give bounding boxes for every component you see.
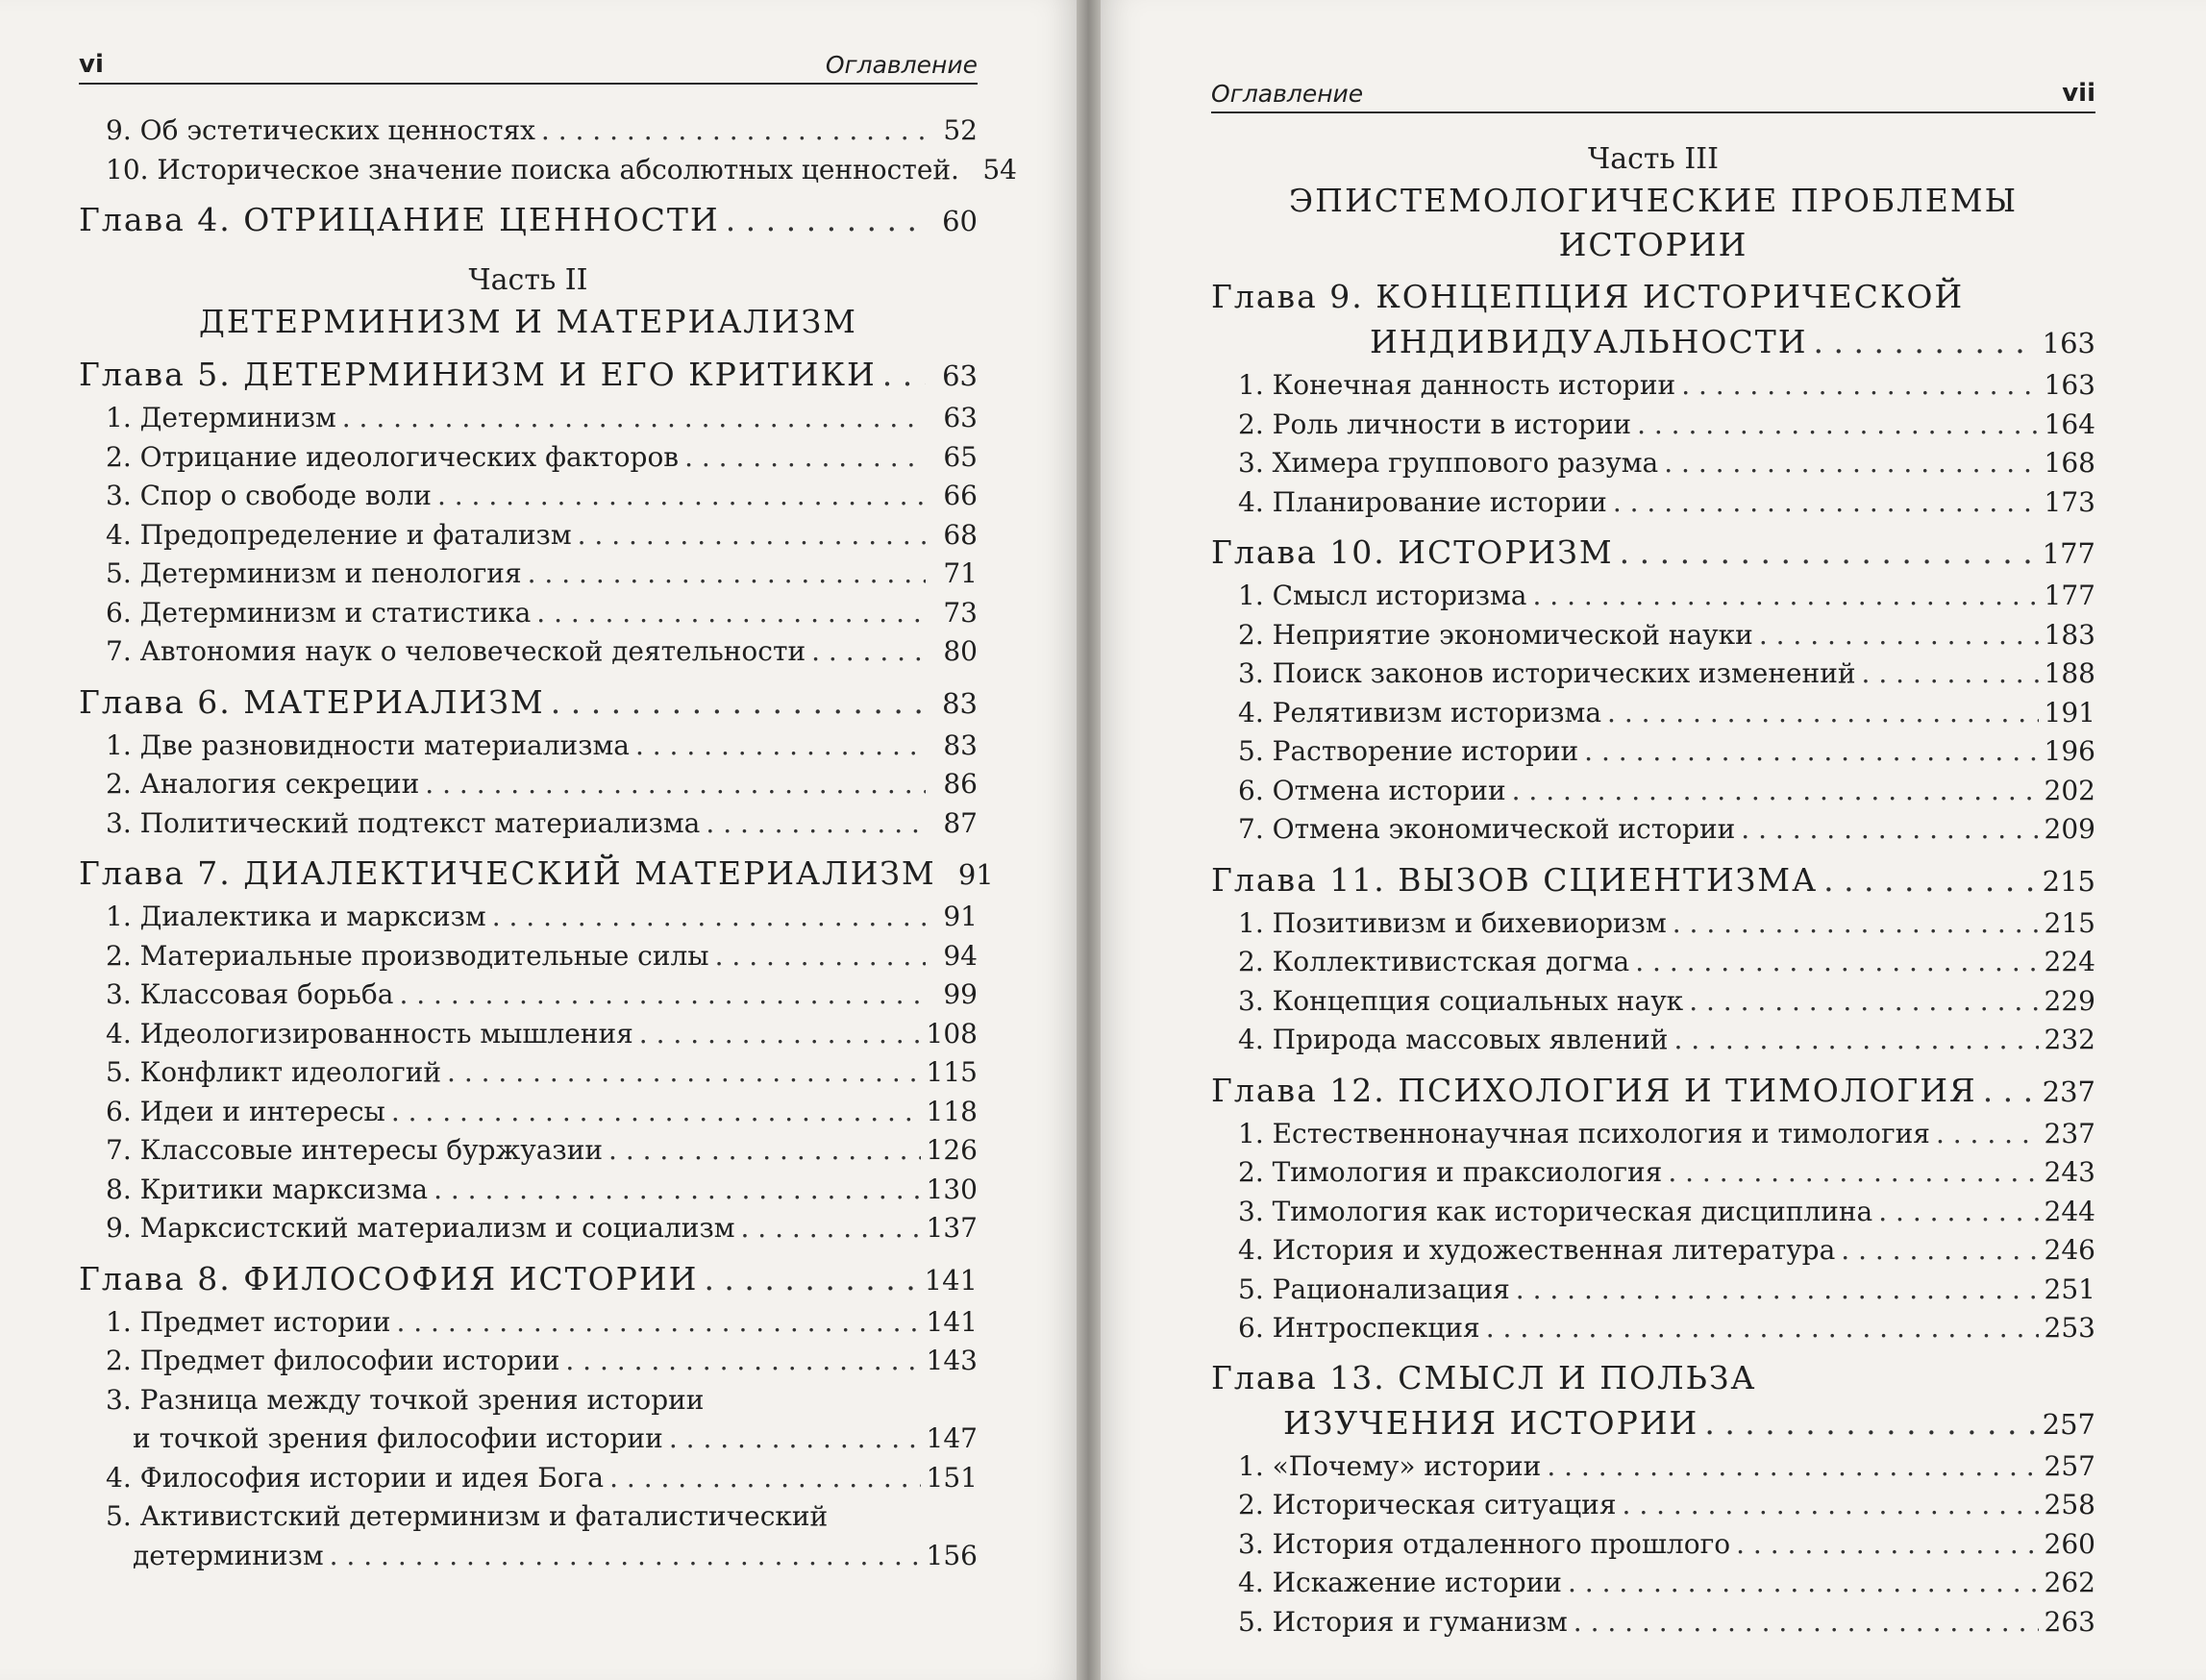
toc-entry: 6. Идеи и интересы . . . 118: [79, 1093, 978, 1132]
toc-entry: 1. Две разновидности материализма . . . 83: [79, 727, 978, 766]
toc-entry-line: 5. Активистский детерминизм и фаталистический: [106, 1500, 829, 1532]
toc-entry: 3. Поиск законов исторических изменений . . . 188: [1211, 655, 2095, 694]
toc-entry: 5. Рационализация . . . 251: [1211, 1271, 2095, 1310]
toc-entry: 4. Идеологизированность мышления . . . 108: [79, 1015, 978, 1054]
toc-entry: 3. Тимология как историческая дисциплина . . . 244: [1211, 1193, 2095, 1232]
toc-entry: 5. Конфликт идеологий . . . 115: [79, 1053, 978, 1093]
toc-entry: 4. Релятивизм историзма . . . 191: [1211, 694, 2095, 733]
part-title: ДЕТЕРМИНИЗМ И МАТЕРИАЛИЗМ: [199, 303, 857, 340]
toc-entry: 4. Искажение истории . . . 262: [1211, 1564, 2095, 1603]
toc-entry: 3. Политический подтекст материализма . . . 87: [79, 804, 978, 844]
toc-chapter: Глава 10. ИСТОРИЗМ . . . 177: [1211, 530, 2095, 577]
toc-chapter: Глава 13. СМЫСЛ И ПОЛЬЗА ИЗУЧЕНИЯ ИСТОРИИ . . . 257: [1211, 1356, 2095, 1447]
toc-entry: 1. Смысл историзма . . . 177: [1211, 577, 2095, 616]
toc-entry: 2. Историческая ситуация . . . 258: [1211, 1486, 2095, 1525]
toc-entry: 3. История отдаленного прошлого . . . 260: [1211, 1525, 2095, 1565]
toc-chapter: Глава 5. ДЕТЕРМИНИЗМ И ЕГО КРИТИКИ . . . 63: [79, 352, 978, 399]
page-number: vii: [2062, 79, 2095, 108]
toc-entry: 3. Классовая борьба . . . 99: [79, 976, 978, 1015]
toc-entry: 10. Историческое значение поиска абсолютных ценностей. 54: [106, 153, 1017, 185]
toc-entry: 2. Неприятие экономической науки . . . 183: [1211, 616, 2095, 655]
toc-entry: 2. Аналогия секреции . . . 86: [79, 765, 978, 804]
toc-entry: 7. Автономия наук о человеческой деятельности . . . 80: [79, 632, 978, 672]
toc-entry: 2. Роль личности в истории . . . 164: [1211, 406, 2095, 445]
toc-entry: 8. Критики марксизма . . . 130: [79, 1171, 978, 1210]
running-title: Оглавление: [825, 51, 978, 79]
part-title: ЭПИСТЕМОЛОГИЧЕСКИЕ ПРОБЛЕМЫ ИСТОРИИ: [1288, 182, 2019, 263]
toc-entry: 1. Предмет истории . . . 141: [79, 1303, 978, 1343]
right-page: [1101, 0, 2206, 1680]
toc-entry: 1. Позитивизм и бихевиоризм . . . 215: [1211, 904, 2095, 944]
toc-chapter: Глава 11. ВЫЗОВ СЦИЕНТИЗМА . . . 215: [1211, 857, 2095, 904]
toc-entry: 2. Тимология и праксиология . . . 243: [1211, 1153, 2095, 1193]
toc-entry: 9. Об эстетических ценностях . . . 52: [79, 111, 978, 151]
right-running-head: [1211, 79, 2095, 113]
toc-entry: 6. Интроспекция . . . 253: [1211, 1309, 2095, 1348]
toc-entry: 3. Химера группового разума . . . 168: [1211, 444, 2095, 483]
toc-chapter: Глава 12. ПСИХОЛОГИЯ И ТИМОЛОГИЯ . . . 237: [1211, 1068, 2095, 1115]
toc-entry: 1. «Почему» истории . . . 257: [1211, 1447, 2095, 1487]
book-gutter: [1077, 0, 1101, 1680]
toc-chapter: Глава 6. МАТЕРИАЛИЗМ . . . 83: [79, 679, 978, 727]
toc-entry: 4. Предопределение и фатализм . . . 68: [79, 516, 978, 556]
toc-entry: детерминизм . . . 156: [79, 1537, 978, 1576]
toc-entry: 6. Детерминизм и статистика . . . 73: [79, 594, 978, 633]
part-label: Часть II: [468, 263, 588, 297]
toc-chapter: Глава 4. ОТРИЦАНИЕ ЦЕННОСТИ . . . 60: [79, 197, 978, 244]
toc-entry: 2. Коллективистская догма . . . 224: [1211, 943, 2095, 982]
part-label: Часть III: [1588, 142, 1719, 176]
toc-entry: 4. Природа массовых явлений . . . 232: [1211, 1021, 2095, 1060]
toc-entry: 2. Материальные производительные силы . . . 94: [79, 937, 978, 976]
toc-chapter: Глава 9. КОНЦЕПЦИЯ ИСТОРИЧЕСКОЙ ИНДИВИДУАЛЬНОСТИ . . . 163: [1211, 275, 2095, 366]
running-title: Оглавление: [1211, 80, 1364, 108]
left-page: [0, 0, 1077, 1680]
toc-entry: 1. Детерминизм . . . 63: [79, 399, 978, 438]
toc-chapter: Глава 8. ФИЛОСОФИЯ ИСТОРИИ . . . 141: [79, 1256, 978, 1303]
toc-entry: 3. Концепция социальных наук . . . 229: [1211, 982, 2095, 1022]
toc-entry: 1. Диалектика и марксизм . . . 91: [79, 898, 978, 937]
toc-entry: 9. Марксистский материализм и социализм . . . 137: [79, 1209, 978, 1248]
toc-entry: и точкой зрения философии истории . . . 147: [79, 1420, 978, 1459]
toc-entry: 1. Конечная данность истории . . . 163: [1211, 366, 2095, 406]
toc-entry: 4. История и художественная литература . . . 246: [1211, 1231, 2095, 1271]
toc-entry: 5. Растворение истории . . . 196: [1211, 732, 2095, 772]
toc-entry: 7. Отмена экономической истории . . . 209: [1211, 810, 2095, 850]
toc-entry: 1. Естественнонаучная психология и тимология . . . 237: [1211, 1115, 2095, 1154]
toc-entry: 4. Планирование истории . . . 173: [1211, 483, 2095, 523]
toc-entry: 2. Отрицание идеологических факторов . . . 65: [79, 438, 978, 478]
toc-entry: 5. Детерминизм и пенология . . . 71: [79, 555, 978, 594]
toc-entry: 5. История и гуманизм . . . 263: [1211, 1603, 2095, 1643]
toc-entry: 2. Предмет философии истории . . . 143: [79, 1342, 978, 1381]
toc-entry: 6. Отмена истории . . . 202: [1211, 772, 2095, 811]
toc-entry: 7. Классовые интересы буржуазии . . . 126: [79, 1131, 978, 1171]
left-running-head: [79, 50, 978, 85]
toc-entry-line: 3. Разница между точкой зрения истории: [106, 1383, 705, 1416]
toc-entry: 4. Философия истории и идея Бога . . . 151: [79, 1459, 978, 1498]
toc-chapter: Глава 7. ДИАЛЕКТИЧЕСКИЙ МАТЕРИАЛИЗМ 91: [79, 854, 994, 892]
page-number: vi: [79, 50, 104, 79]
toc-entry: 3. Спор о свободе воли . . . 66: [79, 477, 978, 516]
